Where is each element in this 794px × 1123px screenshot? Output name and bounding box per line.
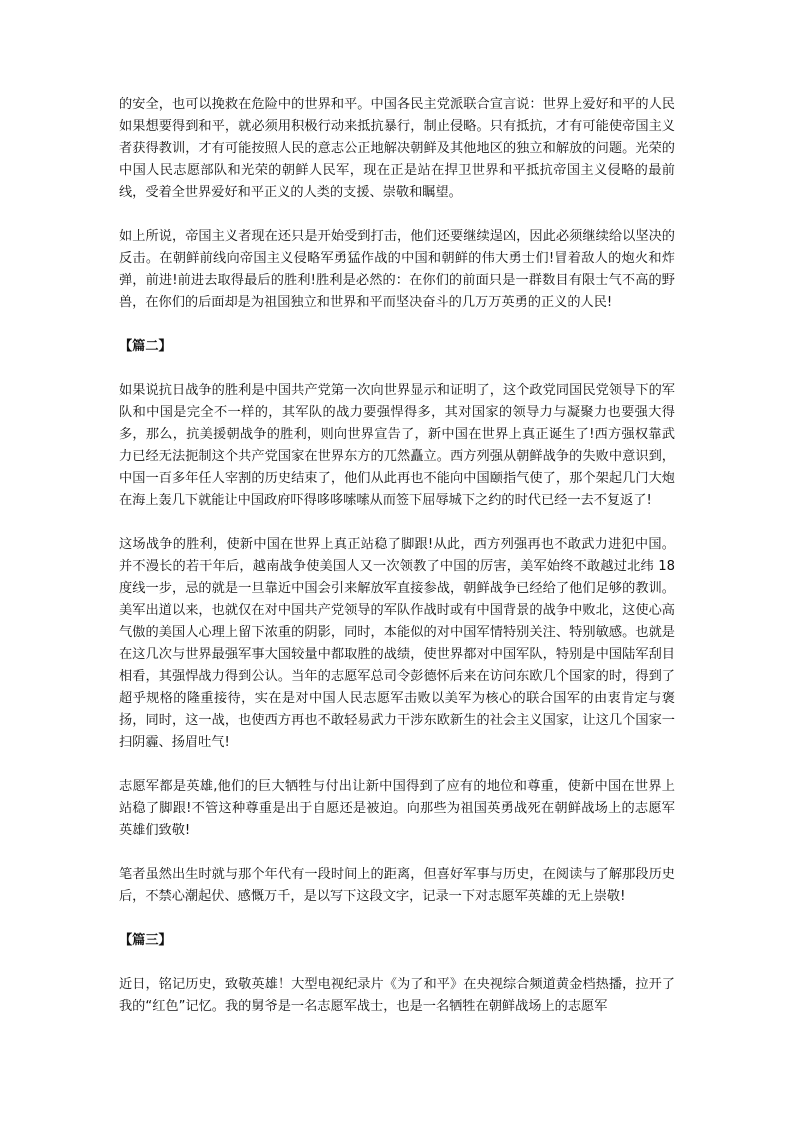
document-page	[119, 94, 675, 1040]
section-heading-2: 【篇二】	[119, 339, 172, 354]
section-heading-3: 【篇三】	[119, 933, 172, 948]
paragraph-3: 如果说抗日战争的胜利是中国共产党第一次向世界显示和证明了，这个政党同国民党领导下的军队和中国是完全不一样的，其军队的战力要强悍得多，其对国家的领导力与凝聚力也要强大得多，那么，抗美援朝战争的胜利，则向世界宣告了，新中国在世界上真正诞生了!西方强权靠武力已经无法扼制这个共产党国家在世界东方的兀然矗立。西方列强从朝鲜战争的失败中意识到，中国一百多年任人宰割的历史结束了，他们从此再也不能向中国颐指气使了，那个架起几门大炮在海上轰几下就能让中国政府吓得哆哆嗦嗦从而签下屈辱城下之约的时代已经一去不复返了!	[119, 383, 675, 508]
paragraph-4: 这场战争的胜利，使新中国在世界上真正站稳了脚跟!从此，西方列强再也不敢武力进犯中国。并不漫长的若干年后，越南战争使美国人又一次领教了中国的厉害，美军始终不敢越过北纬 18 度线一步，忌的就是一旦靠近中国会引来解放军直接参战，朝鲜战争已经给了他们足够的教训。美军出道以来，也就仅在对中国共产党领导的军队作战时或有中国背景的战争中败北，这使心高气傲的美国人心理上留下浓重的阴影，同时，本能似的对中国军情特别关注、特别敏感。也就是在这几次与世界最强军事大国较量中都取胜的战绩，使世界都对中国军队，特别是中国陆军刮目相看，其强悍战力得到公认。当年的志愿军总司令彭德怀后来在访问东欧几个国家的时，得到了超乎规格的隆重接待，实在是对中国人民志愿军击败以美军为核心的联合国军的由衷肯定与褒扬，同时，这一战，也使西方再也不敢轻易武力干涉东欧新生的社会主义国家，让这几个国家一扫阴霾、扬眉吐气!	[119, 537, 675, 750]
paragraph-2: 如上所说，帝国主义者现在还只是开始受到打击，他们还要继续逞凶，因此必须继续给以坚决的反击。在朝鲜前线向帝国主义侵略军勇猛作战的中国和朝鲜的伟大勇士们!冒着敌人的炮火和炸弹，前进!前进去取得最后的胜利!胜利是必然的：在你们的前面只是一群数目有限士气不高的野兽，在你们的后面却是为祖国独立和世界和平而坚决奋斗的几万万英勇的正义的人民!	[119, 229, 675, 310]
paragraph-5: 志愿军都是英雄,他们的巨大牺牲与付出让新中国得到了应有的地位和尊重，使新中国在世界上站稳了脚跟!不管这种尊重是出于自愿还是被迫。向那些为祖国英勇战死在朝鲜战场上的志愿军英雄们致敬!	[119, 779, 675, 838]
paragraph-7: 近日，铭记历史，致敬英雄！大型电视纪录片《为了和平》在央视综合频道黄金档热播，拉开了我的“红色”记忆。我的舅爷是一名志愿军战士，也是一名牺牲在朝鲜战场上的志愿军	[119, 977, 675, 1014]
paragraph-6: 笔者虽然出生时就与那个年代有一段时间上的距离，但喜好军事与历史，在阅读与了解那段历史后，不禁心潮起伏、感慨万千，是以写下这段文字，记录一下对志愿军英雄的无上崇敬!	[119, 867, 675, 904]
paragraph-1: 的安全，也可以挽救在危险中的世界和平。中国各民主党派联合宣言说：世界上爱好和平的人民如果想要得到和平，就必须用积极行动来抵抗暴行，制止侵略。只有抵抗，才有可能使帝国主义者获得教训，才有可能按照人民的意志公正地解决朝鲜及其他地区的独立和解放的问题。光荣的中国人民志愿部队和光荣的朝鲜人民军，现在正是站在捍卫世界和平抵抗帝国主义侵略的最前线，受着全世界爱好和平正义的人类的支援、崇敬和瞩望。	[119, 97, 675, 200]
